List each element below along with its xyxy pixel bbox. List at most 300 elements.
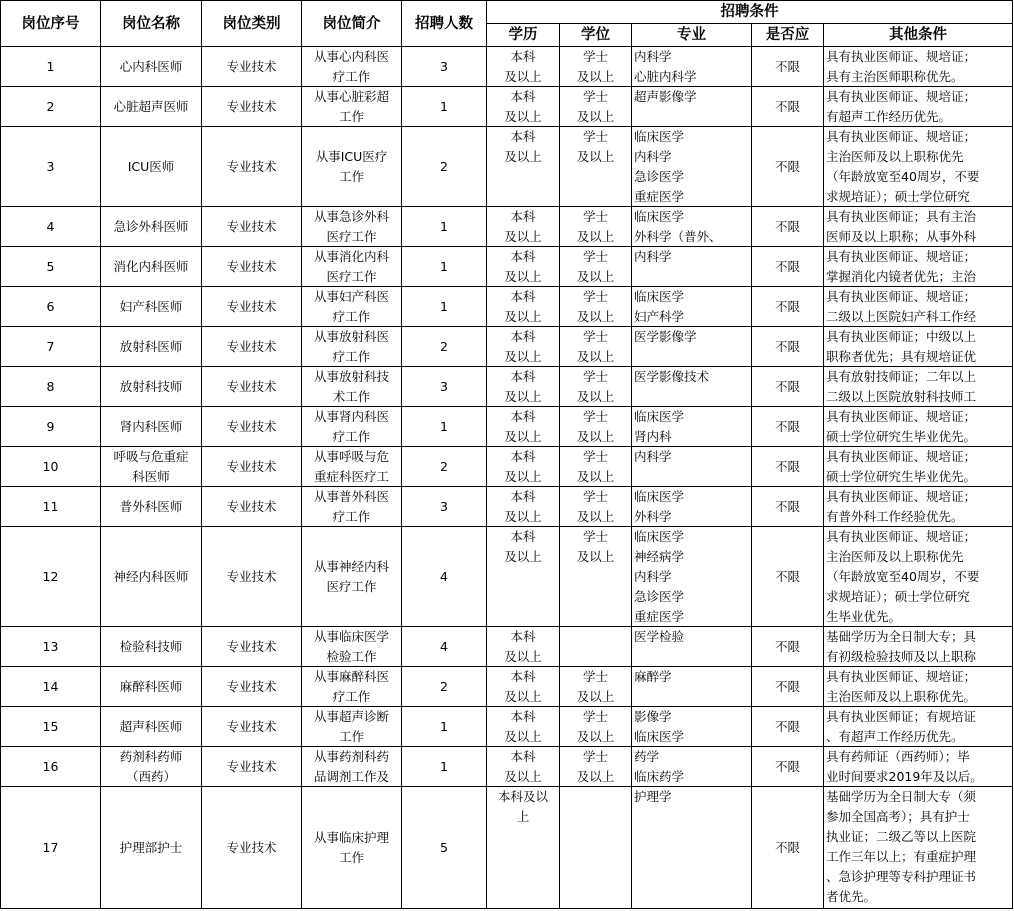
cell-category — [202, 787, 302, 909]
cell-major — [632, 447, 752, 487]
cell-intro — [302, 87, 402, 127]
cell-intro — [302, 287, 402, 327]
cell-category — [202, 367, 302, 407]
cell-count — [402, 327, 487, 367]
cell-seq — [1, 207, 101, 247]
cell-seq-text: 12 — [42, 568, 59, 584]
table-row — [1, 447, 1013, 487]
header-fresh: 是否应 — [752, 24, 824, 47]
cell-count-text: 1 — [440, 298, 448, 314]
header-name: 岗位名称 — [101, 1, 202, 47]
cell-degree-text: 学士 及以上 — [576, 329, 615, 364]
cell-intro-text: 从事普外科医 疗工作 — [313, 489, 389, 524]
cell-seq — [1, 627, 101, 667]
cell-intro-text: 从事急诊外科 医疗工作 — [313, 209, 389, 244]
cell-other — [824, 87, 1013, 127]
cell-name — [101, 407, 202, 447]
cell-degree — [560, 707, 632, 747]
cell-name-text: 药剂科药师 （西药） — [119, 749, 183, 784]
table-row — [1, 667, 1013, 707]
cell-name — [101, 87, 202, 127]
cell-name — [101, 667, 202, 707]
cell-count-text: 3 — [440, 58, 448, 74]
cell-other — [824, 667, 1013, 707]
cell-category-text: 专业技术 — [226, 218, 277, 234]
cell-major — [632, 47, 752, 87]
cell-other — [824, 407, 1013, 447]
cell-count — [402, 87, 487, 127]
cell-degree — [560, 627, 632, 667]
cell-major — [632, 627, 752, 667]
cell-name-text: ICU医师 — [127, 158, 175, 174]
cell-degree — [560, 407, 632, 447]
cell-major-text: 医学检验 — [634, 629, 685, 644]
cell-count — [402, 247, 487, 287]
table-row — [1, 527, 1013, 627]
cell-fresh — [752, 47, 824, 87]
cell-seq-text: 9 — [46, 418, 55, 434]
cell-intro-text: 从事肾内科医 疗工作 — [313, 409, 389, 444]
cell-category — [202, 447, 302, 487]
cell-category — [202, 127, 302, 207]
cell-fresh — [752, 207, 824, 247]
cell-count-text: 2 — [440, 678, 448, 694]
cell-name-text: 护理部护士 — [119, 839, 183, 855]
cell-name-text: 妇产科医师 — [119, 298, 183, 314]
cell-major-text: 临床医学 肾内科 — [634, 409, 685, 444]
cell-name-text: 普外科医师 — [119, 498, 183, 514]
cell-count — [402, 367, 487, 407]
cell-category — [202, 247, 302, 287]
cell-fresh-text: 不限 — [774, 758, 800, 774]
cell-major — [632, 407, 752, 447]
header-degree: 学位 — [560, 24, 632, 47]
cell-other-text: 具有执业医师证、规培证； 有超声工作经历优先。 — [826, 89, 977, 124]
cell-count-text: 1 — [440, 218, 448, 234]
cell-intro — [302, 527, 402, 627]
cell-major — [632, 207, 752, 247]
cell-seq-text: 8 — [46, 378, 55, 394]
cell-seq — [1, 527, 101, 627]
cell-degree — [560, 327, 632, 367]
cell-intro — [302, 747, 402, 787]
cell-edu — [487, 287, 560, 327]
cell-major-text: 麻醉学 — [634, 669, 672, 684]
cell-name-text: 检验科技师 — [119, 638, 183, 654]
cell-count-text: 1 — [440, 718, 448, 734]
cell-name — [101, 447, 202, 487]
cell-major — [632, 747, 752, 787]
table-row — [1, 367, 1013, 407]
cell-edu — [487, 367, 560, 407]
cell-edu-text: 本科 及以上 — [504, 369, 542, 404]
cell-major-text: 临床医学 外科学（普外、 — [634, 209, 722, 244]
cell-intro — [302, 327, 402, 367]
cell-fresh — [752, 447, 824, 487]
cell-edu — [487, 447, 560, 487]
cell-major — [632, 707, 752, 747]
cell-seq — [1, 487, 101, 527]
cell-major — [632, 667, 752, 707]
cell-degree — [560, 127, 632, 207]
cell-category — [202, 707, 302, 747]
table-row — [1, 787, 1013, 909]
cell-degree — [560, 87, 632, 127]
cell-intro-text: 从事超声诊断 工作 — [313, 709, 389, 744]
cell-fresh-text: 不限 — [774, 378, 800, 394]
cell-degree-text: 学士 及以上 — [576, 49, 615, 84]
cell-edu-text: 本科 及以上 — [504, 249, 542, 284]
table-row — [1, 407, 1013, 447]
cell-major — [632, 287, 752, 327]
cell-intro — [302, 487, 402, 527]
cell-other-text: 具有执业医师证、规培证； 掌握消化内镜者优先；主治 — [826, 249, 977, 284]
cell-degree — [560, 247, 632, 287]
cell-fresh — [752, 747, 824, 787]
cell-name — [101, 127, 202, 207]
cell-seq-text: 13 — [42, 638, 59, 654]
cell-count-text: 1 — [440, 758, 448, 774]
table-row — [1, 747, 1013, 787]
cell-fresh — [752, 127, 824, 207]
cell-fresh-text: 不限 — [774, 298, 800, 314]
header-edu: 学历 — [487, 24, 560, 47]
cell-degree-text: 学士 及以上 — [576, 209, 615, 244]
cell-major — [632, 787, 752, 909]
cell-major-text: 临床医学 外科学 — [634, 489, 685, 524]
cell-edu — [487, 487, 560, 527]
cell-other-text: 具有执业医师证、规培证； 具有主治医师职称优先。 — [826, 49, 977, 84]
table-row — [1, 287, 1013, 327]
cell-category — [202, 407, 302, 447]
cell-seq — [1, 287, 101, 327]
cell-fresh-text: 不限 — [774, 218, 800, 234]
cell-degree — [560, 447, 632, 487]
cell-degree-text: 学士 及以上 — [576, 249, 615, 284]
cell-edu-text: 本科 及以上 — [504, 669, 542, 704]
cell-name-text: 放射科技师 — [119, 378, 183, 394]
cell-seq-text: 14 — [42, 678, 59, 694]
cell-major-text: 医学影像学 — [634, 329, 697, 344]
cell-intro-text: 从事临床医学 检验工作 — [313, 629, 389, 664]
cell-intro-text: 从事临床护理 工作 — [313, 829, 389, 865]
cell-name-text: 放射科医师 — [119, 338, 183, 354]
cell-degree-text: 学士 及以上 — [576, 489, 615, 524]
cell-major-text: 影像学 临床医学 — [634, 709, 685, 744]
cell-category-text: 专业技术 — [226, 678, 277, 694]
cell-count — [402, 47, 487, 87]
cell-major — [632, 247, 752, 287]
cell-seq — [1, 707, 101, 747]
cell-degree — [560, 667, 632, 707]
cell-degree-text: 学士 及以上 — [576, 89, 615, 124]
cell-seq-text: 5 — [46, 258, 55, 274]
cell-category — [202, 487, 302, 527]
cell-name — [101, 207, 202, 247]
cell-category-text: 专业技术 — [226, 258, 277, 274]
cell-degree-text: 学士 及以上 — [576, 449, 615, 484]
cell-intro — [302, 447, 402, 487]
cell-other — [824, 627, 1013, 667]
cell-name — [101, 747, 202, 787]
cell-major — [632, 527, 752, 627]
cell-major — [632, 487, 752, 527]
cell-intro-text: 从事呼吸与危 重症科医疗工 — [313, 449, 389, 484]
cell-seq-text: 2 — [46, 98, 55, 114]
cell-degree-text: 学士 及以上 — [576, 709, 615, 744]
cell-degree-text: 学士 及以上 — [576, 369, 615, 404]
cell-fresh — [752, 627, 824, 667]
cell-edu-text: 本科 及以上 — [504, 289, 542, 324]
cell-seq — [1, 87, 101, 127]
cell-fresh-text: 不限 — [774, 568, 800, 584]
cell-seq-text: 11 — [42, 498, 59, 514]
cell-other — [824, 487, 1013, 527]
cell-category — [202, 627, 302, 667]
cell-count — [402, 207, 487, 247]
cell-intro — [302, 627, 402, 667]
cell-category-text: 专业技术 — [226, 158, 277, 174]
cell-intro — [302, 667, 402, 707]
cell-major — [632, 87, 752, 127]
cell-category — [202, 287, 302, 327]
cell-fresh-text: 不限 — [774, 638, 800, 654]
cell-other — [824, 287, 1013, 327]
cell-major-text: 临床医学 内科学 急诊医学 重症医学 — [634, 129, 685, 204]
cell-intro — [302, 367, 402, 407]
cell-edu — [487, 627, 560, 667]
cell-major-text: 临床医学 神经病学 内科学 急诊医学 重症医学 — [634, 529, 685, 624]
cell-other — [824, 707, 1013, 747]
cell-other-text: 基础学历为全日制大专；具 有初级检验技师及以上职称 — [826, 629, 977, 664]
cell-other-text: 具有执业医师证、规培证； 主治医师及以上职称优先。 — [826, 669, 977, 704]
cell-intro-text: 从事神经内科 医疗工作 — [313, 558, 389, 594]
cell-name — [101, 287, 202, 327]
cell-other-text: 具有执业医师证；具有主治 医师及以上职称；从事外科 — [826, 209, 977, 244]
cell-category — [202, 87, 302, 127]
cell-count-text: 1 — [440, 418, 448, 434]
cell-other-text: 具有执业医师证、规培证； 主治医师及以上职称优先 （年龄放宽至40周岁，不要 求规培证）；硕士学位研究 — [826, 129, 980, 204]
cell-category-text: 专业技术 — [226, 298, 277, 314]
cell-category — [202, 327, 302, 367]
header-category: 岗位类别 — [202, 1, 302, 47]
cell-edu — [487, 207, 560, 247]
cell-name-text: 超声科医师 — [119, 718, 183, 734]
cell-intro-text: 从事放射科医 疗工作 — [313, 329, 389, 364]
cell-name-text: 麻醉科医师 — [119, 678, 183, 694]
cell-major — [632, 127, 752, 207]
cell-edu-text: 本科 及以上 — [504, 749, 542, 784]
cell-name-text: 神经内科医师 — [113, 568, 189, 584]
cell-count-text: 5 — [440, 839, 448, 855]
cell-degree — [560, 367, 632, 407]
cell-name-text: 呼吸与危重症 科医师 — [113, 449, 189, 484]
cell-name-text: 心内科医师 — [119, 58, 183, 74]
cell-count-text: 3 — [440, 498, 448, 514]
cell-fresh — [752, 487, 824, 527]
cell-other — [824, 327, 1013, 367]
cell-seq — [1, 47, 101, 87]
cell-degree-text: 学士 及以上 — [576, 289, 615, 324]
cell-category-text: 专业技术 — [226, 568, 277, 584]
cell-other — [824, 747, 1013, 787]
cell-edu — [487, 407, 560, 447]
cell-degree-text: 学士 及以上 — [576, 529, 615, 564]
cell-count — [402, 667, 487, 707]
cell-count — [402, 707, 487, 747]
cell-edu-text: 本科 及以上 — [504, 489, 542, 524]
cell-name-text: 急诊外科医师 — [113, 218, 189, 234]
cell-category-text: 专业技术 — [226, 378, 277, 394]
cell-major — [632, 327, 752, 367]
cell-intro-text: 从事ICU医疗 工作 — [315, 148, 388, 184]
cell-count-text: 1 — [440, 98, 448, 114]
cell-seq — [1, 667, 101, 707]
cell-degree — [560, 527, 632, 627]
cell-major-text: 超声影像学 — [634, 89, 697, 104]
table-row — [1, 47, 1013, 87]
cell-degree — [560, 47, 632, 87]
cell-intro — [302, 247, 402, 287]
cell-count-text: 2 — [440, 158, 448, 174]
cell-other — [824, 447, 1013, 487]
header-seq: 岗位序号 — [1, 1, 101, 47]
cell-edu-text: 本科 及以上 — [504, 329, 542, 364]
cell-category-text: 专业技术 — [226, 58, 277, 74]
cell-name — [101, 247, 202, 287]
cell-fresh-text: 不限 — [774, 418, 800, 434]
cell-intro-text: 从事药剂科药 品调剂工作及 — [313, 749, 389, 784]
cell-intro — [302, 787, 402, 909]
cell-degree-text: 学士 及以上 — [576, 669, 615, 704]
cell-fresh — [752, 527, 824, 627]
cell-intro-text: 从事心内科医 疗工作 — [313, 49, 389, 84]
cell-name-text: 消化内科医师 — [113, 258, 189, 274]
cell-intro-text: 从事消化内科 医疗工作 — [313, 249, 389, 284]
cell-seq — [1, 327, 101, 367]
cell-count-text: 3 — [440, 378, 448, 394]
cell-fresh-text: 不限 — [774, 678, 800, 694]
cell-category — [202, 527, 302, 627]
cell-other — [824, 367, 1013, 407]
cell-edu — [487, 667, 560, 707]
cell-count-text: 2 — [440, 338, 448, 354]
cell-seq-text: 1 — [46, 58, 55, 74]
cell-fresh — [752, 327, 824, 367]
cell-fresh — [752, 287, 824, 327]
cell-count — [402, 527, 487, 627]
cell-intro — [302, 707, 402, 747]
cell-degree — [560, 287, 632, 327]
cell-degree — [560, 747, 632, 787]
cell-intro-text: 从事放射科技 术工作 — [313, 369, 389, 404]
cell-name — [101, 787, 202, 909]
cell-name-text: 肾内科医师 — [119, 418, 183, 434]
cell-other-text: 具有执业医师证、规培证； 主治医师及以上职称优先 （年龄放宽至40周岁，不要 求规培证）；硕士学位研究 生毕业优先。 — [826, 529, 980, 624]
cell-intro-text: 从事妇产科医 疗工作 — [313, 289, 389, 324]
cell-count-text: 1 — [440, 258, 448, 274]
cell-degree — [560, 487, 632, 527]
cell-count-text: 4 — [440, 638, 448, 654]
cell-major-text: 护理学 — [634, 789, 672, 804]
cell-seq-text: 17 — [42, 839, 59, 855]
cell-major-text: 医学影像技术 — [634, 369, 710, 384]
cell-seq — [1, 407, 101, 447]
cell-other — [824, 787, 1013, 909]
cell-other — [824, 47, 1013, 87]
cell-count — [402, 787, 487, 909]
cell-count — [402, 747, 487, 787]
cell-other — [824, 527, 1013, 627]
cell-category-text: 专业技术 — [226, 839, 277, 855]
cell-category-text: 专业技术 — [226, 638, 277, 654]
cell-seq-text: 3 — [46, 158, 55, 174]
cell-edu — [487, 747, 560, 787]
cell-other-text: 基础学历为全日制大专（须 参加全国高考）；具有护士 执业证；二级乙等以上医院 工作三年以上；有重症护理 、急诊护理等专科护理证书 者优先。 — [826, 789, 977, 904]
cell-major-text: 内科学 — [634, 449, 672, 464]
cell-other — [824, 207, 1013, 247]
cell-other — [824, 127, 1013, 207]
cell-major-text: 内科学 — [634, 249, 672, 264]
cell-other-text: 具有执业医师证、规培证； 有普外科工作经验优先。 — [826, 489, 977, 524]
cell-seq — [1, 447, 101, 487]
cell-edu-text: 本科 及以上 — [504, 89, 542, 124]
cell-edu-text: 本科及以 上 — [497, 789, 548, 824]
cell-seq — [1, 127, 101, 207]
cell-fresh — [752, 407, 824, 447]
cell-edu-text: 本科 及以上 — [504, 129, 542, 164]
cell-degree — [560, 787, 632, 909]
table-row — [1, 627, 1013, 667]
cell-edu — [487, 327, 560, 367]
cell-count — [402, 407, 487, 447]
table-row — [1, 207, 1013, 247]
cell-count — [402, 447, 487, 487]
cell-fresh — [752, 247, 824, 287]
cell-other — [824, 247, 1013, 287]
cell-edu-text: 本科 及以上 — [504, 529, 542, 564]
cell-edu — [487, 127, 560, 207]
cell-other-text: 具有执业医师证；有规培证 、有超声工作经历优先。 — [826, 709, 977, 744]
cell-edu-text: 本科 及以上 — [504, 709, 542, 744]
cell-fresh-text: 不限 — [774, 258, 800, 274]
cell-other-text: 具有执业医师证、规培证； 硕士学位研究生毕业优先。 — [826, 449, 977, 484]
cell-degree-text: 学士 及以上 — [576, 129, 615, 164]
cell-seq — [1, 247, 101, 287]
cell-seq-text: 10 — [42, 458, 59, 474]
table-row — [1, 707, 1013, 747]
header-major: 专业 — [632, 24, 752, 47]
cell-fresh — [752, 787, 824, 909]
cell-other-text: 具有放射技师证；二年以上 二级以上医院放射科技师工 — [826, 369, 977, 404]
cell-fresh-text: 不限 — [774, 498, 800, 514]
cell-intro — [302, 127, 402, 207]
header-conditions: 招聘条件 — [487, 1, 1013, 24]
cell-category-text: 专业技术 — [226, 338, 277, 354]
cell-name — [101, 487, 202, 527]
cell-category — [202, 47, 302, 87]
cell-seq-text: 16 — [42, 758, 59, 774]
cell-name — [101, 47, 202, 87]
cell-name — [101, 707, 202, 747]
cell-intro-text: 从事麻醉科医 疗工作 — [313, 669, 389, 704]
cell-intro — [302, 47, 402, 87]
cell-degree — [560, 207, 632, 247]
cell-fresh — [752, 707, 824, 747]
cell-other-text: 具有执业医师证、规培证； 硕士学位研究生毕业优先。 — [826, 409, 977, 444]
cell-category-text: 专业技术 — [226, 98, 277, 114]
cell-fresh-text: 不限 — [774, 58, 800, 74]
